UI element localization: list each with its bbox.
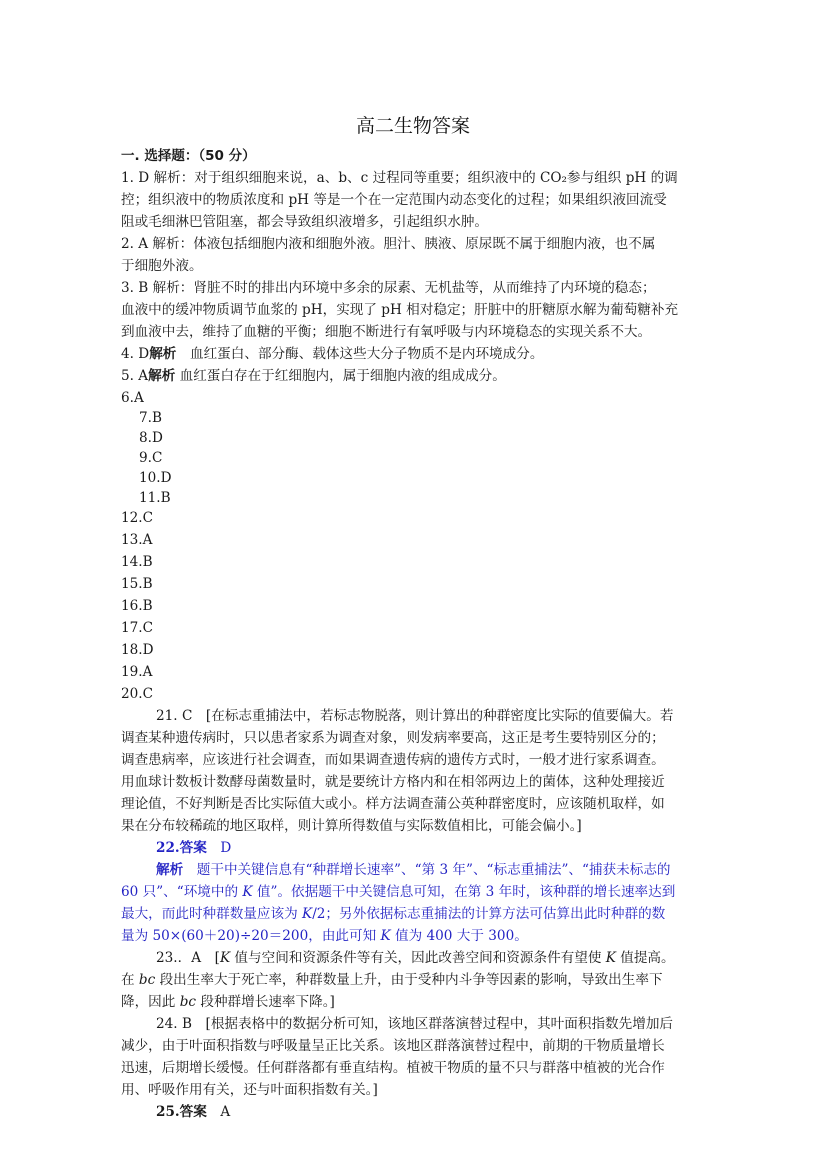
q23-l1-k: K [219,950,231,966]
answer-6: 6.A [121,390,144,406]
q22-analysis-line-3 [121,904,665,924]
q22-l3-part-b: /2；另外依据标志重捕法的计算方法可估算出此时种群的数 [312,906,666,922]
answer-19: 19.A [121,664,153,680]
q22-l4-part-a: 量为 50×(60＋20)÷20＝200，由此可知 [121,928,381,944]
q1-line-2: 控；组织液中的物质浓度和 pH 等是一个在一定范围内动态变化的过程；如果组织液回流受 [121,192,667,208]
q21-line-6: 果在分布较稀疏的地区取样，则计算所得数值与实际数值相比，可能会偏小。] [121,818,582,834]
answer-11: 11.B [139,490,171,506]
q1-line-3: 阻或毛细淋巴管阻塞，都会导致组织液增多，引起组织水肿。 [121,214,489,230]
q23-l3-bc: bc [179,994,197,1010]
q22-answer-label: 22.答案 [156,840,207,856]
q2-line-2: 于细胞外液。 [121,258,203,274]
q25-answer-value: A [206,1104,231,1120]
q5-line [121,366,506,386]
q21-line-2: 调查某种遗传病时，只以患者家系为调查对象，则发病率要高，这正是考生要特别区分的； [121,730,665,746]
q22-l3-part-a: 最大，而此时种群数量应该为 [121,906,303,922]
q22-analysis-line-2 [121,882,675,902]
q24-line-2: 减少，由于叶面积指数与呼吸量呈正比关系。该地区群落演替过程中，前期的干物质量增长 [121,1038,665,1054]
q3-line-3: 到血液中去，维持了血糖的平衡；细胞不断进行有氧呼吸与内环境稳态的实现关系不大。 [121,324,652,340]
answer-9: 9.C [139,450,163,466]
q23-l1-part-b: 值与空间和资源条件等有关，因此改善空间和资源条件有望使 [230,950,606,966]
q22-analysis-label: 解析 [156,862,184,878]
q23-l2-part-a: 在 [121,972,139,988]
q5-prefix: 5. A [121,368,149,384]
q21-line-4: 用血球计数板计数酵母菌数量时，就是要统计方格内和在相邻两边上的菌体，这种处理接近 [121,774,665,790]
section-heading-choice: 一. 选择题：（50 分） [121,148,256,164]
answer-14: 14.B [121,554,153,570]
answer-10: 10.D [139,470,172,486]
answer-18: 18.D [121,642,154,658]
q22-analysis-line-4 [121,926,528,946]
q23-l2-part-b: 段出生率大于死亡率，种群数量上升，由于受种内斗争等因素的影响，导致出生率下 [155,972,663,988]
q4-analysis-label: 解析 [149,346,177,362]
q1-line-1: 1. D 解析：对于组织细胞来说，a、b、c 过程同等重要；组织液中的 CO₂参与组织 pH 的调 [121,170,678,186]
q23-l3-part-b: 段种群增长速率下降。] [196,994,335,1010]
q4-line [121,344,543,364]
answer-15: 15.B [121,576,153,592]
q22-l4-part-b: 值为 400 大于 300。 [390,928,528,944]
q23-l1-part-c: 值提高。 [615,950,675,966]
q21-line-3: 调查患病率，应该进行社会调查，而如果调查遗传病的遗传方式时，一般才进行家系调查。 [121,752,665,768]
q23-line-2 [121,970,663,990]
q21-line-1: 21. C [在标志重捕法中，若标志物脱落，则计算出的种群密度比实际的值要偏大。若 [156,708,674,724]
answer-17: 17.C [121,620,154,636]
q24-line-3: 迅速，后期增长缓慢。任何群落都有垂直结构。植被干物质的量不只与群落中植被的光合作 [121,1060,665,1076]
q22-l2-part-b: 值”。依据题干中关键信息可知，在第 3 年时，该种群的增长速率达到 [252,884,676,900]
q21-line-5: 理论值，不好判断是否比实际值大或小。样方法调查蒲公英种群密度时，应该随机取样，如 [121,796,665,812]
q3-line-1: 3. B 解析：肾脏不时的排出内环境中多余的尿素、无机盐等，从而维持了内环境的稳态； [121,280,656,296]
q23-l3-part-a: 降，因此 [121,994,180,1010]
answer-7: 7.B [139,410,162,426]
answer-16: 16.B [121,598,153,614]
q4-prefix: 4. D [121,346,150,362]
q3-line-2: 血液中的缓冲物质调节血浆的 pH，实现了 pH 相对稳定；肝脏中的肝糖原水解为葡萄糖补充 [121,302,679,318]
q22-answer-value: D [206,840,232,856]
q23-l2-bc: bc [138,972,156,988]
q22-answer-line [156,838,231,858]
q22-l3-k: K [302,906,313,922]
q4-text: 血红蛋白、部分酶、载体这些大分子物质不是内环境成分。 [176,346,544,362]
q23-line-1 [156,948,675,968]
q22-analysis-line-1 [156,860,671,880]
answer-8: 8.D [139,430,163,446]
q22-l4-k: K [380,928,391,944]
q2-line-1: 2. A 解析：体液包括细胞内液和细胞外液。胆汁、胰液、原尿既不属于细胞内液，也不属 [121,236,656,252]
answer-12: 12.C [121,510,154,526]
q5-text: 血红蛋白存在于红细胞内，属于细胞内液的组成成分。 [175,368,506,384]
q23-line-3 [121,992,335,1012]
q5-analysis-label: 解析 [148,368,176,384]
q23-l1-k2: K [605,950,616,966]
q22-analysis-text-1: 题干中关键信息有“种群增长速率”、“第 3 年”、“标志重捕法”、“捕获未标志的 [183,862,671,878]
q25-answer-line [156,1102,230,1122]
q24-line-4: 用、呼吸作用有关，还与叶面积指数有关。] [121,1082,378,1098]
q24-line-1: 24. B [根据表格中的数据分析可知，该地区群落演替过程中，其叶面积指数先增加后 [156,1016,674,1032]
answer-13: 13.A [121,532,153,548]
answer-20: 20.C [121,686,154,702]
q23-l1-part-a: 23.．A [ [156,950,220,966]
q25-answer-label: 25.答案 [156,1104,207,1120]
q22-l2-k: K [242,884,253,900]
document-title: 高二生物答案 [355,115,470,137]
q22-l2-part-a: 60 只”、“环境中的 [121,884,243,900]
